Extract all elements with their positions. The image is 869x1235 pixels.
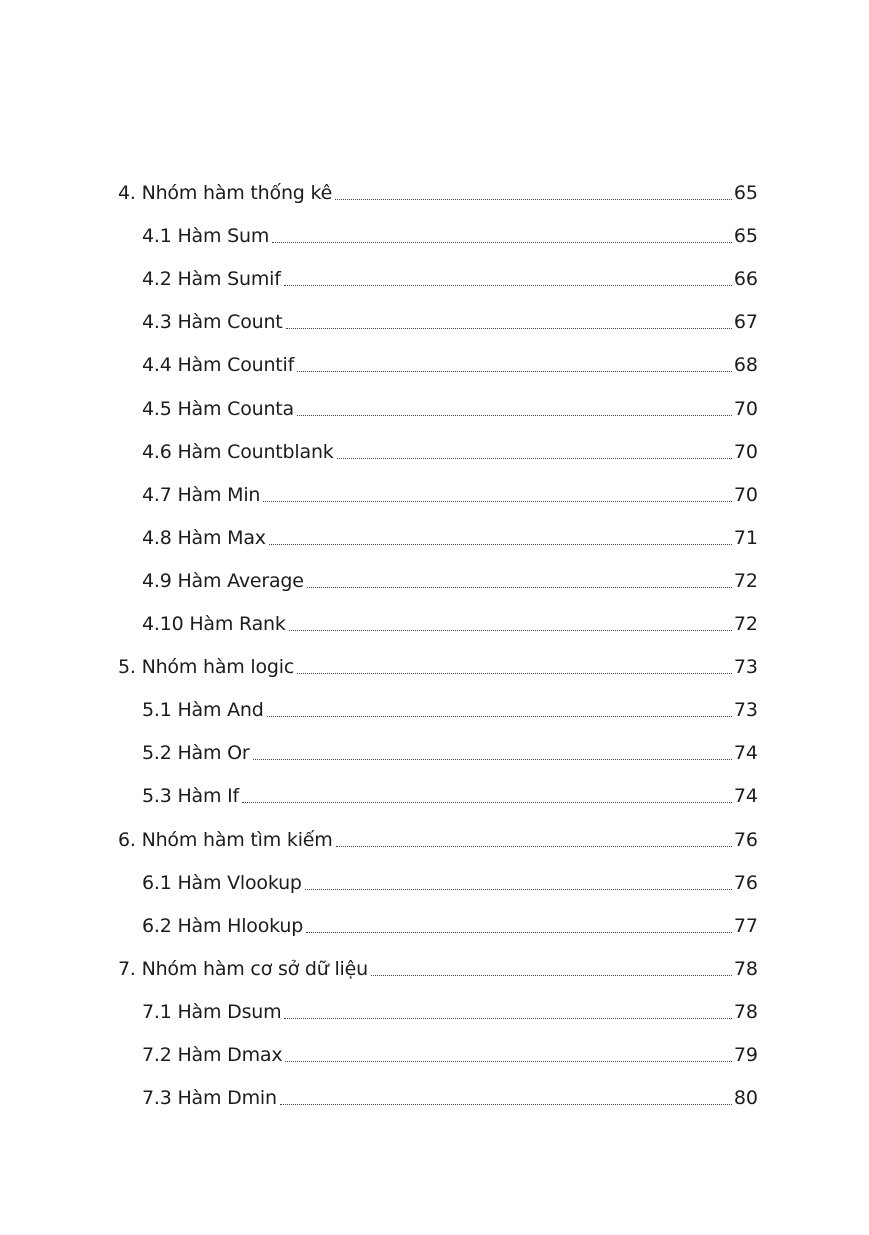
toc-subsection-entry[interactable] <box>118 988 758 1031</box>
toc-entry-title: 7.2 Hàm Dmax <box>142 1043 283 1066</box>
toc-subsection-entry[interactable] <box>118 428 758 471</box>
toc-page-number: 73 <box>733 656 758 679</box>
toc-page-number: 72 <box>733 569 758 592</box>
toc-subsection-entry[interactable] <box>118 902 758 945</box>
toc-dot-leader <box>371 975 732 976</box>
toc-dot-leader <box>242 802 732 803</box>
toc-dot-leader <box>284 1018 731 1019</box>
toc-subsection-entry[interactable] <box>118 1031 758 1074</box>
toc-page-number: 76 <box>733 828 758 851</box>
toc-subsection-entry[interactable] <box>118 514 758 557</box>
toc-dot-leader <box>306 932 732 933</box>
toc-page-number: 67 <box>733 311 758 334</box>
toc-subsection-entry[interactable] <box>118 255 758 298</box>
toc-page-number: 70 <box>733 440 758 463</box>
toc-page-number: 65 <box>733 225 758 248</box>
toc-subsection-entry[interactable] <box>118 859 758 902</box>
toc-page-number: 72 <box>733 613 758 636</box>
toc-subsection-entry[interactable] <box>118 212 758 255</box>
toc-dot-leader <box>285 1061 731 1062</box>
toc-entry-title: 4.8 Hàm Max <box>142 526 266 549</box>
toc-page-number: 76 <box>733 871 758 894</box>
toc-dot-leader <box>267 716 732 717</box>
toc-entry-title: 5.1 Hàm And <box>142 699 264 722</box>
toc-subsection-entry[interactable] <box>118 600 758 643</box>
toc-page-number: 80 <box>733 1087 758 1110</box>
toc-dot-leader <box>297 673 732 674</box>
toc-dot-leader <box>289 630 732 631</box>
toc-subsection-entry[interactable] <box>118 341 758 384</box>
toc-dot-leader <box>286 328 732 329</box>
toc-entry-title: 4.4 Hàm Countif <box>142 354 295 377</box>
toc-dot-leader <box>272 242 732 243</box>
toc-dot-leader <box>336 846 732 847</box>
toc-entry-title: 7.3 Hàm Dmin <box>142 1087 277 1110</box>
toc-page-number: 74 <box>733 785 758 808</box>
toc-page-number: 77 <box>733 914 758 937</box>
toc-section-entry[interactable] <box>118 945 758 988</box>
toc-entry-title: 4.5 Hàm Counta <box>142 397 295 420</box>
toc-page-number: 73 <box>733 699 758 722</box>
toc-dot-leader <box>297 415 732 416</box>
table-of-contents <box>118 169 758 1117</box>
toc-dot-leader <box>263 501 732 502</box>
toc-entry-title: 4.6 Hàm Countblank <box>142 440 334 463</box>
toc-entry-title: 5.3 Hàm If <box>142 785 240 808</box>
toc-dot-leader <box>337 458 732 459</box>
toc-page-number: 78 <box>733 1000 758 1023</box>
toc-page-number: 68 <box>733 354 758 377</box>
toc-entry-title: 4.2 Hàm Sumif <box>142 268 281 291</box>
toc-dot-leader <box>284 285 732 286</box>
toc-subsection-entry[interactable] <box>118 557 758 600</box>
toc-page-number: 70 <box>733 397 758 420</box>
toc-entry-title: 5.2 Hàm Or <box>142 742 250 765</box>
toc-entry-title: 6.2 Hàm Hlookup <box>142 914 304 937</box>
toc-subsection-entry[interactable] <box>118 1074 758 1117</box>
toc-dot-leader <box>280 1104 732 1105</box>
toc-entry-title: 6. Nhóm hàm tìm kiếm <box>118 828 333 851</box>
toc-entry-title: 4.9 Hàm Average <box>142 569 304 592</box>
toc-dot-leader <box>305 889 732 890</box>
toc-page-number: 66 <box>733 268 758 291</box>
toc-entry-title: 5. Nhóm hàm logic <box>118 656 295 679</box>
toc-page-number: 74 <box>733 742 758 765</box>
toc-dot-leader <box>253 759 732 760</box>
toc-subsection-entry[interactable] <box>118 772 758 815</box>
toc-subsection-entry[interactable] <box>118 729 758 772</box>
toc-page-number: 71 <box>733 526 758 549</box>
toc-dot-leader <box>269 544 732 545</box>
toc-subsection-entry[interactable] <box>118 384 758 427</box>
toc-entry-title: 4.1 Hàm Sum <box>142 225 270 248</box>
toc-page-number: 78 <box>733 957 758 980</box>
toc-entry-title: 7.1 Hàm Dsum <box>142 1000 282 1023</box>
toc-entry-title: 4.7 Hàm Min <box>142 483 261 506</box>
toc-subsection-entry[interactable] <box>118 298 758 341</box>
toc-entry-title: 7. Nhóm hàm cơ sở dữ liệu <box>118 957 368 980</box>
toc-dot-leader <box>297 371 732 372</box>
toc-subsection-entry[interactable] <box>118 686 758 729</box>
toc-section-entry[interactable] <box>118 815 758 858</box>
toc-dot-leader <box>335 199 732 200</box>
toc-dot-leader <box>307 587 732 588</box>
toc-page-number: 79 <box>733 1043 758 1066</box>
toc-entry-title: 4.3 Hàm Count <box>142 311 283 334</box>
toc-entry-title: 6.1 Hàm Vlookup <box>142 871 302 894</box>
toc-entry-title: 4. Nhóm hàm thống kê <box>118 182 333 205</box>
toc-page-number: 65 <box>733 182 758 205</box>
toc-subsection-entry[interactable] <box>118 471 758 514</box>
toc-page-number: 70 <box>733 483 758 506</box>
toc-section-entry[interactable] <box>118 169 758 212</box>
toc-entry-title: 4.10 Hàm Rank <box>142 613 286 636</box>
toc-section-entry[interactable] <box>118 643 758 686</box>
